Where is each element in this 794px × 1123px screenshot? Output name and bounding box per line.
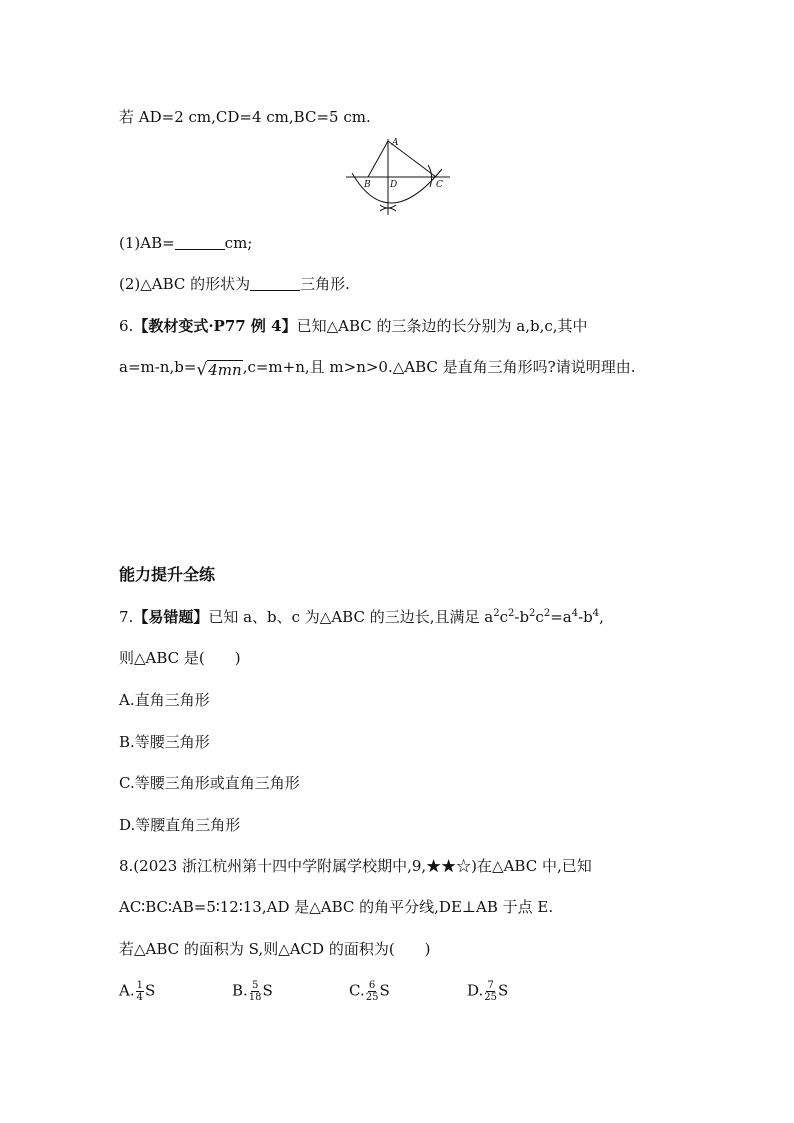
q6-line1 — [119, 316, 588, 336]
q6-text1: 已知△ABC 的三条边的长分别为 a,b,c,其中 — [296, 317, 588, 335]
q7-line1 — [119, 607, 604, 627]
label-c: C — [436, 180, 443, 190]
option-letter: A. — [119, 981, 135, 1000]
fraction-numerator: 7 — [487, 980, 494, 991]
q7-text1-prefix: 已知 a、b、c 为△ABC 的三边长,且满足 a — [208, 608, 494, 626]
q7-option-b[interactable]: B.等腰三角形 — [119, 733, 210, 751]
label-b: B — [364, 180, 371, 190]
triangle-construction-diagram — [344, 135, 454, 217]
exp: 2 — [543, 608, 551, 619]
q8-option-d[interactable] — [467, 980, 508, 1003]
q6-number: 6. — [119, 317, 134, 335]
q8-line1: 8.(2023 浙江杭州第十四中学附属学校期中,9,★★☆)在△ABC 中,已知 — [119, 857, 592, 875]
q6-tag: 【教材变式·P77 例 4】 — [133, 317, 297, 335]
q7-eq-c: c — [535, 608, 544, 626]
option-unit: S — [379, 981, 390, 1000]
q7-eq-a: c — [499, 608, 508, 626]
q7-option-d[interactable]: D.等腰直角三角形 — [119, 816, 241, 834]
q8-line3: 若△ABC 的面积为 S,则△ACD 的面积为( ) — [119, 940, 431, 958]
exp: 4 — [571, 608, 579, 619]
q5-part1-suffix: cm; — [224, 234, 253, 252]
option-unit: S — [144, 981, 156, 1000]
fraction — [249, 980, 262, 1003]
q5-part1 — [119, 233, 252, 253]
label-a: A — [392, 138, 399, 148]
q6-text2-suffix: ,c=m+n,且 m>n>0.△ABC 是直角三角形吗?请说明理由. — [242, 358, 636, 376]
fraction-denominator: 18 — [248, 992, 262, 1003]
q7-option-c[interactable]: C.等腰三角形或直角三角形 — [119, 774, 300, 792]
label-d: D — [390, 180, 398, 190]
q6-text2-prefix: a=m-n,b= — [119, 358, 197, 376]
section-title: 能力提升全练 — [119, 565, 216, 584]
exp: 2 — [493, 608, 500, 619]
q8-option-b[interactable] — [232, 980, 273, 1003]
sqrt-content: 4mn — [208, 361, 242, 379]
answer-blank-1[interactable] — [175, 235, 225, 250]
q8-line2: AC∶BC∶AB=5∶12∶13,AD 是△ABC 的角平分线,DE⊥AB 于点 E. — [119, 898, 554, 916]
q5-part2-suffix: 三角形. — [300, 275, 350, 293]
option-unit: S — [498, 981, 509, 1000]
q7-eq-b: -b — [514, 608, 530, 626]
option-unit: S — [262, 981, 273, 1000]
exp: 4 — [592, 608, 600, 619]
option-letter: D. — [467, 981, 484, 1000]
q7-tag: 【易错题】 — [133, 608, 209, 626]
sqrt-expression: √4mn — [196, 360, 242, 380]
q7-eq-e: -b — [578, 608, 593, 626]
exp: 2 — [508, 608, 515, 619]
exp: 2 — [529, 608, 536, 619]
fraction — [366, 980, 379, 1003]
q5-part1-prefix: (1)AB= — [119, 234, 175, 252]
q7-option-a[interactable]: A.直角三角形 — [119, 691, 210, 709]
answer-blank-2[interactable] — [250, 276, 300, 291]
fraction-numerator: 6 — [368, 980, 376, 991]
fraction — [484, 980, 497, 1003]
q7-eq-d: =a — [550, 608, 572, 626]
q7-text1-end: , — [599, 608, 604, 626]
fraction-denominator: 4 — [136, 992, 143, 1003]
fraction-numerator: 1 — [136, 980, 143, 991]
q5-part2-prefix: (2)△ABC 的形状为 — [119, 275, 251, 293]
fraction-denominator: 25 — [484, 992, 497, 1003]
q7-number: 7. — [119, 608, 134, 626]
q5-part2 — [119, 274, 350, 294]
q5-given: 若 AD=2 cm,CD=4 cm,BC=5 cm. — [119, 108, 371, 126]
fraction-denominator: 25 — [365, 992, 379, 1003]
q7-line2: 则△ABC 是( ) — [119, 649, 241, 667]
q8-option-a[interactable] — [119, 980, 155, 1003]
side-ab — [368, 141, 388, 177]
fraction — [136, 980, 144, 1003]
fraction-numerator: 5 — [251, 980, 259, 991]
option-letter: C. — [349, 981, 365, 1000]
q8-option-c[interactable] — [349, 980, 390, 1003]
option-letter: B. — [232, 981, 248, 1000]
q6-line2 — [119, 357, 635, 380]
